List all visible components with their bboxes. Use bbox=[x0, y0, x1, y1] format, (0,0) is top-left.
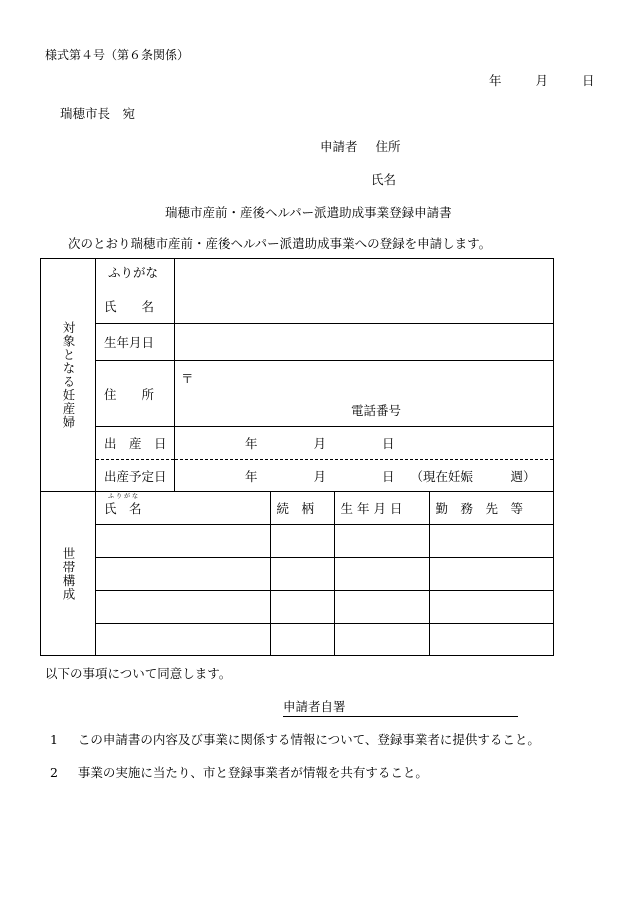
intro-text: 次のとおり瑞穂市産前・産後ヘルパー派遣助成事業への登録を申請します。 bbox=[68, 236, 492, 251]
household-birth-input[interactable] bbox=[334, 590, 429, 623]
household-work-input[interactable] bbox=[429, 623, 554, 655]
household-birth-header: 生 年 月 日 bbox=[334, 492, 429, 524]
consent-lead: 以下の事項について同意します。 bbox=[45, 666, 232, 681]
household-side-header bbox=[41, 492, 96, 656]
date-year-label: 年 bbox=[489, 73, 502, 88]
date-day-label: 日 bbox=[581, 73, 595, 88]
applicant-name-label: 氏名 bbox=[371, 172, 397, 187]
row-birth bbox=[41, 427, 554, 460]
household-work-input[interactable] bbox=[429, 557, 554, 590]
household-relation-header: 続 柄 bbox=[270, 492, 334, 524]
due-month: 月 bbox=[313, 468, 327, 484]
row-address bbox=[41, 361, 554, 427]
form-number: 様式第４号（第６条関係） bbox=[45, 48, 190, 62]
pregnancy-weeks: （現在妊娠 週） bbox=[410, 468, 536, 484]
household-table bbox=[96, 492, 554, 655]
address-input[interactable] bbox=[175, 361, 554, 427]
due-date-input[interactable] bbox=[175, 460, 554, 492]
household-row bbox=[96, 524, 554, 557]
birth-label: 出 産 日 bbox=[104, 436, 167, 451]
target-side-label: 対象となる妊産婦 bbox=[61, 321, 76, 429]
applicant-label: 申請者 bbox=[320, 139, 358, 154]
row-birthdate bbox=[41, 324, 554, 361]
household-name-input[interactable] bbox=[96, 524, 270, 557]
birth-year: 年 bbox=[245, 436, 258, 451]
item1-number: 1 bbox=[50, 732, 58, 747]
household-row bbox=[96, 590, 554, 623]
birthdate-label: 生年月日 bbox=[104, 335, 155, 350]
name-input[interactable] bbox=[175, 259, 554, 324]
consent-item-1 bbox=[50, 730, 540, 748]
household-birth-input[interactable] bbox=[334, 524, 429, 557]
name-label: 氏 名 bbox=[104, 299, 155, 314]
date-month-label: 月 bbox=[535, 73, 548, 88]
household-work-input[interactable] bbox=[429, 524, 554, 557]
birthdate-input[interactable] bbox=[175, 324, 554, 361]
name-label-cell bbox=[96, 259, 175, 324]
document-title: 瑞穂市産前・産後ヘルパー派遣助成事業登録申請書 bbox=[165, 205, 452, 220]
due-label: 出産予定日 bbox=[104, 468, 167, 484]
birth-date-input[interactable] bbox=[175, 427, 554, 460]
signature-label: 申請者自署 bbox=[283, 697, 518, 717]
application-table bbox=[40, 258, 554, 656]
birth-month: 月 bbox=[313, 436, 327, 451]
addressee: 瑞穂市長 宛 bbox=[60, 106, 136, 121]
household-birth-input[interactable] bbox=[334, 557, 429, 590]
postal-mark: 〒 bbox=[181, 371, 194, 386]
due-year: 年 bbox=[245, 468, 258, 484]
household-work-input[interactable] bbox=[429, 590, 554, 623]
household-relation-input[interactable] bbox=[270, 590, 334, 623]
birth-day: 日 bbox=[382, 436, 395, 451]
household-side-label: 世帯構成 bbox=[61, 546, 76, 601]
applicant-address-label: 住所 bbox=[375, 139, 401, 154]
phone-label: 電話番号 bbox=[351, 403, 402, 418]
household-row bbox=[96, 623, 554, 655]
household-work-header: 勤 務 先 等 bbox=[429, 492, 554, 524]
row-household bbox=[41, 492, 554, 656]
signature-line[interactable] bbox=[283, 697, 518, 717]
household-relation-input[interactable] bbox=[270, 557, 334, 590]
item2-text: 事業の実施に当たり、市と登録事業者が情報を共有すること。 bbox=[77, 765, 428, 780]
item2-number: 2 bbox=[50, 765, 58, 780]
household-name-input[interactable] bbox=[96, 590, 270, 623]
household-row bbox=[96, 557, 554, 590]
furigana-label: ふりがな bbox=[108, 265, 159, 280]
household-name-input[interactable] bbox=[96, 623, 270, 655]
household-relation-input[interactable] bbox=[270, 623, 334, 655]
applicant-address-line bbox=[320, 137, 401, 155]
item1-text: この申請書の内容及び事業に関係する情報について、登録事業者に提供すること。 bbox=[77, 732, 540, 747]
household-birth-input[interactable] bbox=[334, 623, 429, 655]
household-name-header: 氏 名 bbox=[104, 500, 142, 516]
due-day: 日 bbox=[382, 468, 395, 484]
name-ruby: ふりがな bbox=[108, 492, 141, 500]
row-name bbox=[41, 259, 554, 324]
household-relation-input[interactable] bbox=[270, 524, 334, 557]
address-label: 住 所 bbox=[104, 386, 155, 402]
consent-item-2 bbox=[50, 763, 428, 781]
household-name-input[interactable] bbox=[96, 557, 270, 590]
target-side-header bbox=[41, 259, 96, 492]
row-due bbox=[41, 460, 554, 492]
date-line bbox=[489, 71, 594, 89]
household-header-row bbox=[96, 492, 554, 524]
